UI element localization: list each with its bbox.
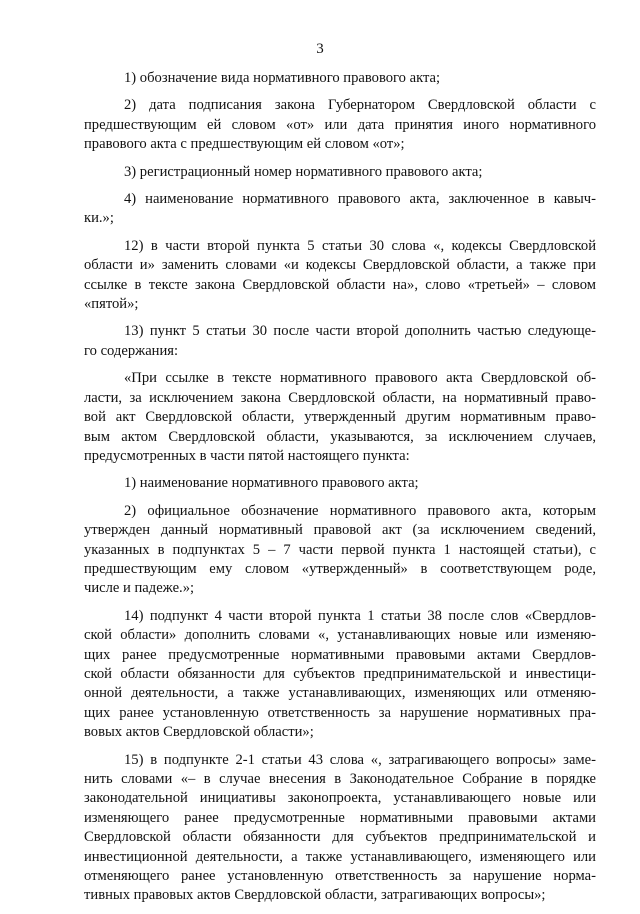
paragraph-quote: [84, 369, 596, 466]
text-line: правового акта с предшествующим ей словом «от»;: [84, 136, 405, 153]
text-line: ской области» дополнить словами «, устанавливающих новые или изменяю-: [84, 627, 596, 644]
text-line: вовых актов Свердловской области»;: [84, 724, 314, 741]
text-line: вым актом Свердловской области, указываются, за исключением случаев,: [84, 428, 596, 445]
text-line: нить словами «– в случае внесения в Законодательное Собрание в порядке: [84, 771, 596, 787]
text-line: 14) подпункт 4 части второй пункта 1 статьи 38 после слов «Свердлов-: [124, 607, 596, 624]
text-line: инвестиционной деятельности, а также устанавливающего, изменяющего или: [84, 848, 596, 865]
text-line: 4) наименование нормативного правового акта, заключенное в кавыч-: [124, 191, 596, 208]
text-line: ской области обязанности для субъектов предпринимательской и инвестици-: [84, 665, 596, 682]
text-line: предшествующим ему словом «утвержденный» в соответствующем роде,: [84, 560, 596, 577]
paragraph-item-4: [84, 190, 596, 229]
text-line: утвержден данный нормативный правовой акт (за исключением сведений,: [84, 522, 596, 539]
text-line: предшествующим ей словом «от» или дата принятия иного нормативного: [84, 116, 596, 133]
text-line: законодательной инициативы законопроекта, устанавливающего новые или: [84, 790, 596, 807]
text-line: 12) в части второй пункта 5 статьи 30 слова «, кодексы Свердловской: [124, 237, 596, 254]
paragraph-item-3: [84, 163, 596, 182]
text-line: 15) в подпункте 2-1 статьи 43 слова «, затрагивающего вопросы» заме-: [124, 751, 596, 768]
text-line: щих ранее предусмотренные нормативными правовыми актами Свердлов-: [84, 646, 596, 663]
text-line: ссылке в тексте закона Свердловской области на», слово «третьей» – словом: [84, 276, 596, 293]
paragraph-item-1: [84, 69, 596, 88]
text-line: 1) обозначение вида нормативного правового акта;: [124, 70, 441, 86]
text-line: вой акт Свердловской области, утвержденный другим нормативным право-: [84, 409, 596, 426]
text-line: щих ранее установленную ответственность за нарушение нормативных пра-: [84, 704, 596, 721]
text-line: изменяющего ранее предусмотренные нормативными правовыми актами: [84, 809, 596, 826]
paragraph-amendment-14: [84, 607, 596, 743]
text-line: 13) пункт 5 статьи 30 после части второй дополнить частью следующе-: [124, 323, 596, 340]
text-line: 2) официальное обозначение нормативного правового акта, которым: [124, 502, 596, 519]
paragraph-amendment-12: [84, 237, 596, 315]
text-line: 1) наименование нормативного правового акта;: [124, 475, 419, 492]
paragraph-amendment-13: [84, 322, 596, 361]
text-line: ласти, за исключением закона Свердловской области, на нормативный право-: [84, 389, 596, 406]
text-line: онной деятельности, а также устанавливающих, изменяющих или отменяю-: [84, 685, 596, 702]
document-body: [84, 69, 596, 914]
paragraph-amendment-15: [84, 751, 596, 906]
text-line: числе и падеже.»;: [84, 580, 195, 597]
text-line: тивных правовых актов Свердловской области, затрагивающих вопросы»;: [84, 887, 546, 904]
text-line: 2) дата подписания закона Губернатором Свердловской области с: [124, 97, 596, 114]
text-line: 3) регистрационный номер нормативного правового акта;: [124, 163, 483, 180]
text-line: указанных в подпунктах 5 – 7 части первой пункта 1 настоящей статьи), с: [84, 541, 596, 558]
text-line: «пятой»;: [84, 296, 139, 313]
text-line: отменяющего ранее установленную ответственность за нарушение норма-: [84, 868, 596, 885]
paragraph-quote-item-1: [84, 474, 596, 493]
text-line: «При ссылке в тексте нормативного правового акта Свердловской об-: [124, 370, 596, 387]
text-line: Свердловской области обязанности для субъектов предпринимательской и: [84, 829, 596, 846]
paragraph-quote-item-2: [84, 502, 596, 599]
text-line: ки.»;: [84, 210, 114, 227]
page-number: 3: [316, 41, 324, 57]
text-line: го содержания:: [84, 342, 179, 359]
paragraph-item-2: [84, 96, 596, 154]
text-line: области и» заменить словами «и кодексы Свердловской области, а также при: [84, 257, 596, 274]
text-line: предусмотренных в части пятой настоящего пункта:: [84, 447, 410, 464]
